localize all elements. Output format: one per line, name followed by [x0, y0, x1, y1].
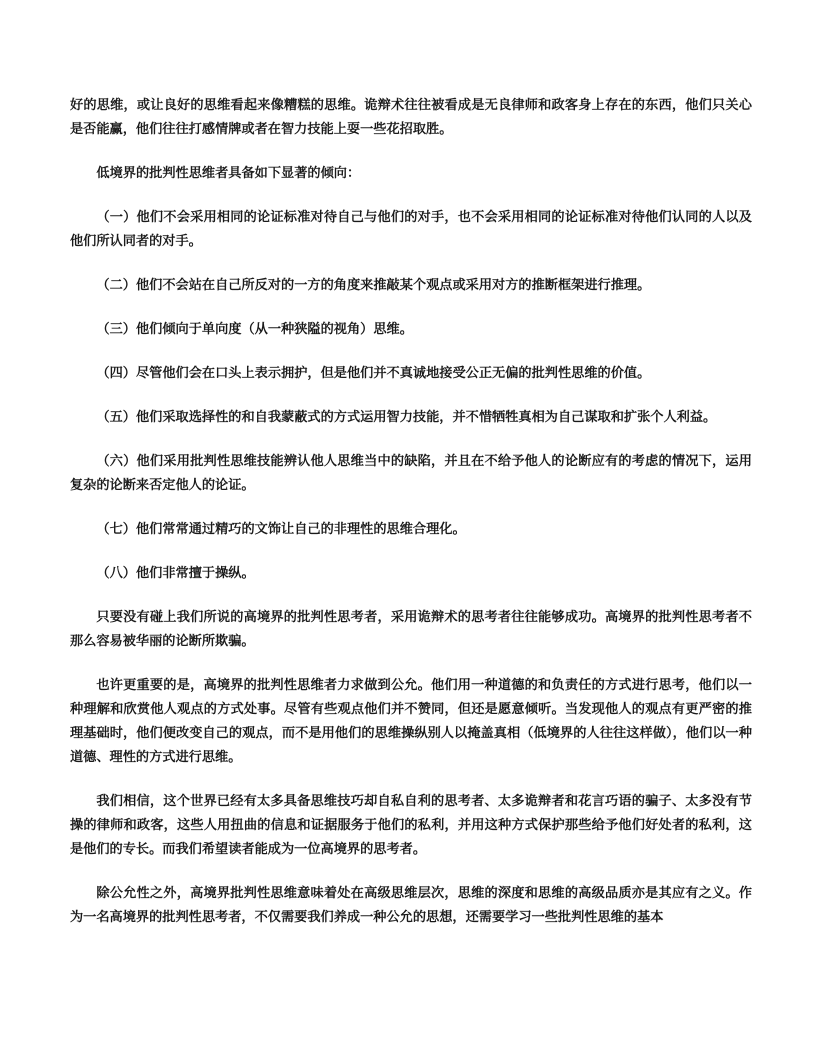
paragraph-beyond-fairness: 除公允性之外，高境界批判性思维意味着处在高级思维层次，思维的深度和思维的高级品质亦是其应有之义。作为一名高境界的批判性思考者，不仅需要我们养成一种公允的思想，还需要学习一些批判性思维的基本 — [70, 886, 752, 925]
paragraph-item-6: （六）他们采用批判性思维技能辨认他人思维当中的缺陷，并且在不给予他人的论断应有的考虑的情况下，运用复杂的论断来否定他人的论证。 — [70, 454, 752, 493]
paragraph-item-5: （五）他们采取选择性的和自我蒙蔽式的方式运用智力技能，并不惜牺牲真相为自己谋取和扩张个人利益。 — [96, 410, 717, 425]
paragraph-item-3: （三）他们倾向于单向度（从一种狭隘的视角）思维。 — [96, 322, 413, 337]
paragraph-fairness: 也许更重要的是，高境界的批判性思维者力求做到公允。他们用一种道德的和负责任的方式进行思考，他们以一种理解和欣赏他人观点的方式处事。尽管有些观点他们并不赞同，但还是愿意倾听。当发现他人的观点有更严密的推理基础时，他们便改变自己的观点，而不是用他们的思维操纵别人以掩盖真相（低境界的人往往这样做），他们以一种道德、理性的方式进行思维。 — [70, 678, 752, 765]
paragraph-item-8: （八）他们非常擅于操纵。 — [96, 566, 255, 581]
paragraph-item-7: （七）他们常常通过精巧的文饰让自己的非理性的思维合理化。 — [96, 522, 466, 537]
paragraph-continuation: 好的思维，或让良好的思维看起来像糟糕的思维。诡辩术往往被看成是无良律师和政客身上存在的东西，他们只关心是否能赢，他们往往打感情牌或者在智力技能上耍一些花招取胜。 — [70, 98, 752, 137]
paragraph-sophistry-success: 只要没有碰上我们所说的高境界的批判性思考者，采用诡辩术的思考者往往能够成功。高境界的批判性思考者不那么容易被华丽的论断所欺骗。 — [70, 610, 752, 649]
document-body — [70, 94, 752, 930]
paragraph-item-2: （二）他们不会站在自己所反对的一方的角度来推敲某个观点或采用对方的推断框架进行推理。 — [96, 278, 651, 293]
paragraph-item-4: （四）尽管他们会在口头上表示拥护，但是他们并不真诚地接受公正无偏的批判性思维的价值。 — [96, 366, 651, 381]
paragraph-world-belief: 我们相信，这个世界已经有太多具备思维技巧却自私自利的思考者、太多诡辩者和花言巧语的骗子、太多没有节操的律师和政客，这些人用扭曲的信息和证据服务于他们的私利，并用这种方式保护那些给予他们好处者的私利，这是他们的专长。而我们希望读者能成为一位高境界的思考者。 — [70, 794, 752, 857]
paragraph-item-1: （一）他们不会采用相同的论证标准对待自己与他们的对手，也不会采用相同的论证标准对待他们认同的人以及他们所认同者的对手。 — [70, 210, 752, 249]
paragraph-low-level-intro: 低境界的批判性思维者具备如下显著的倾向： — [96, 166, 361, 181]
